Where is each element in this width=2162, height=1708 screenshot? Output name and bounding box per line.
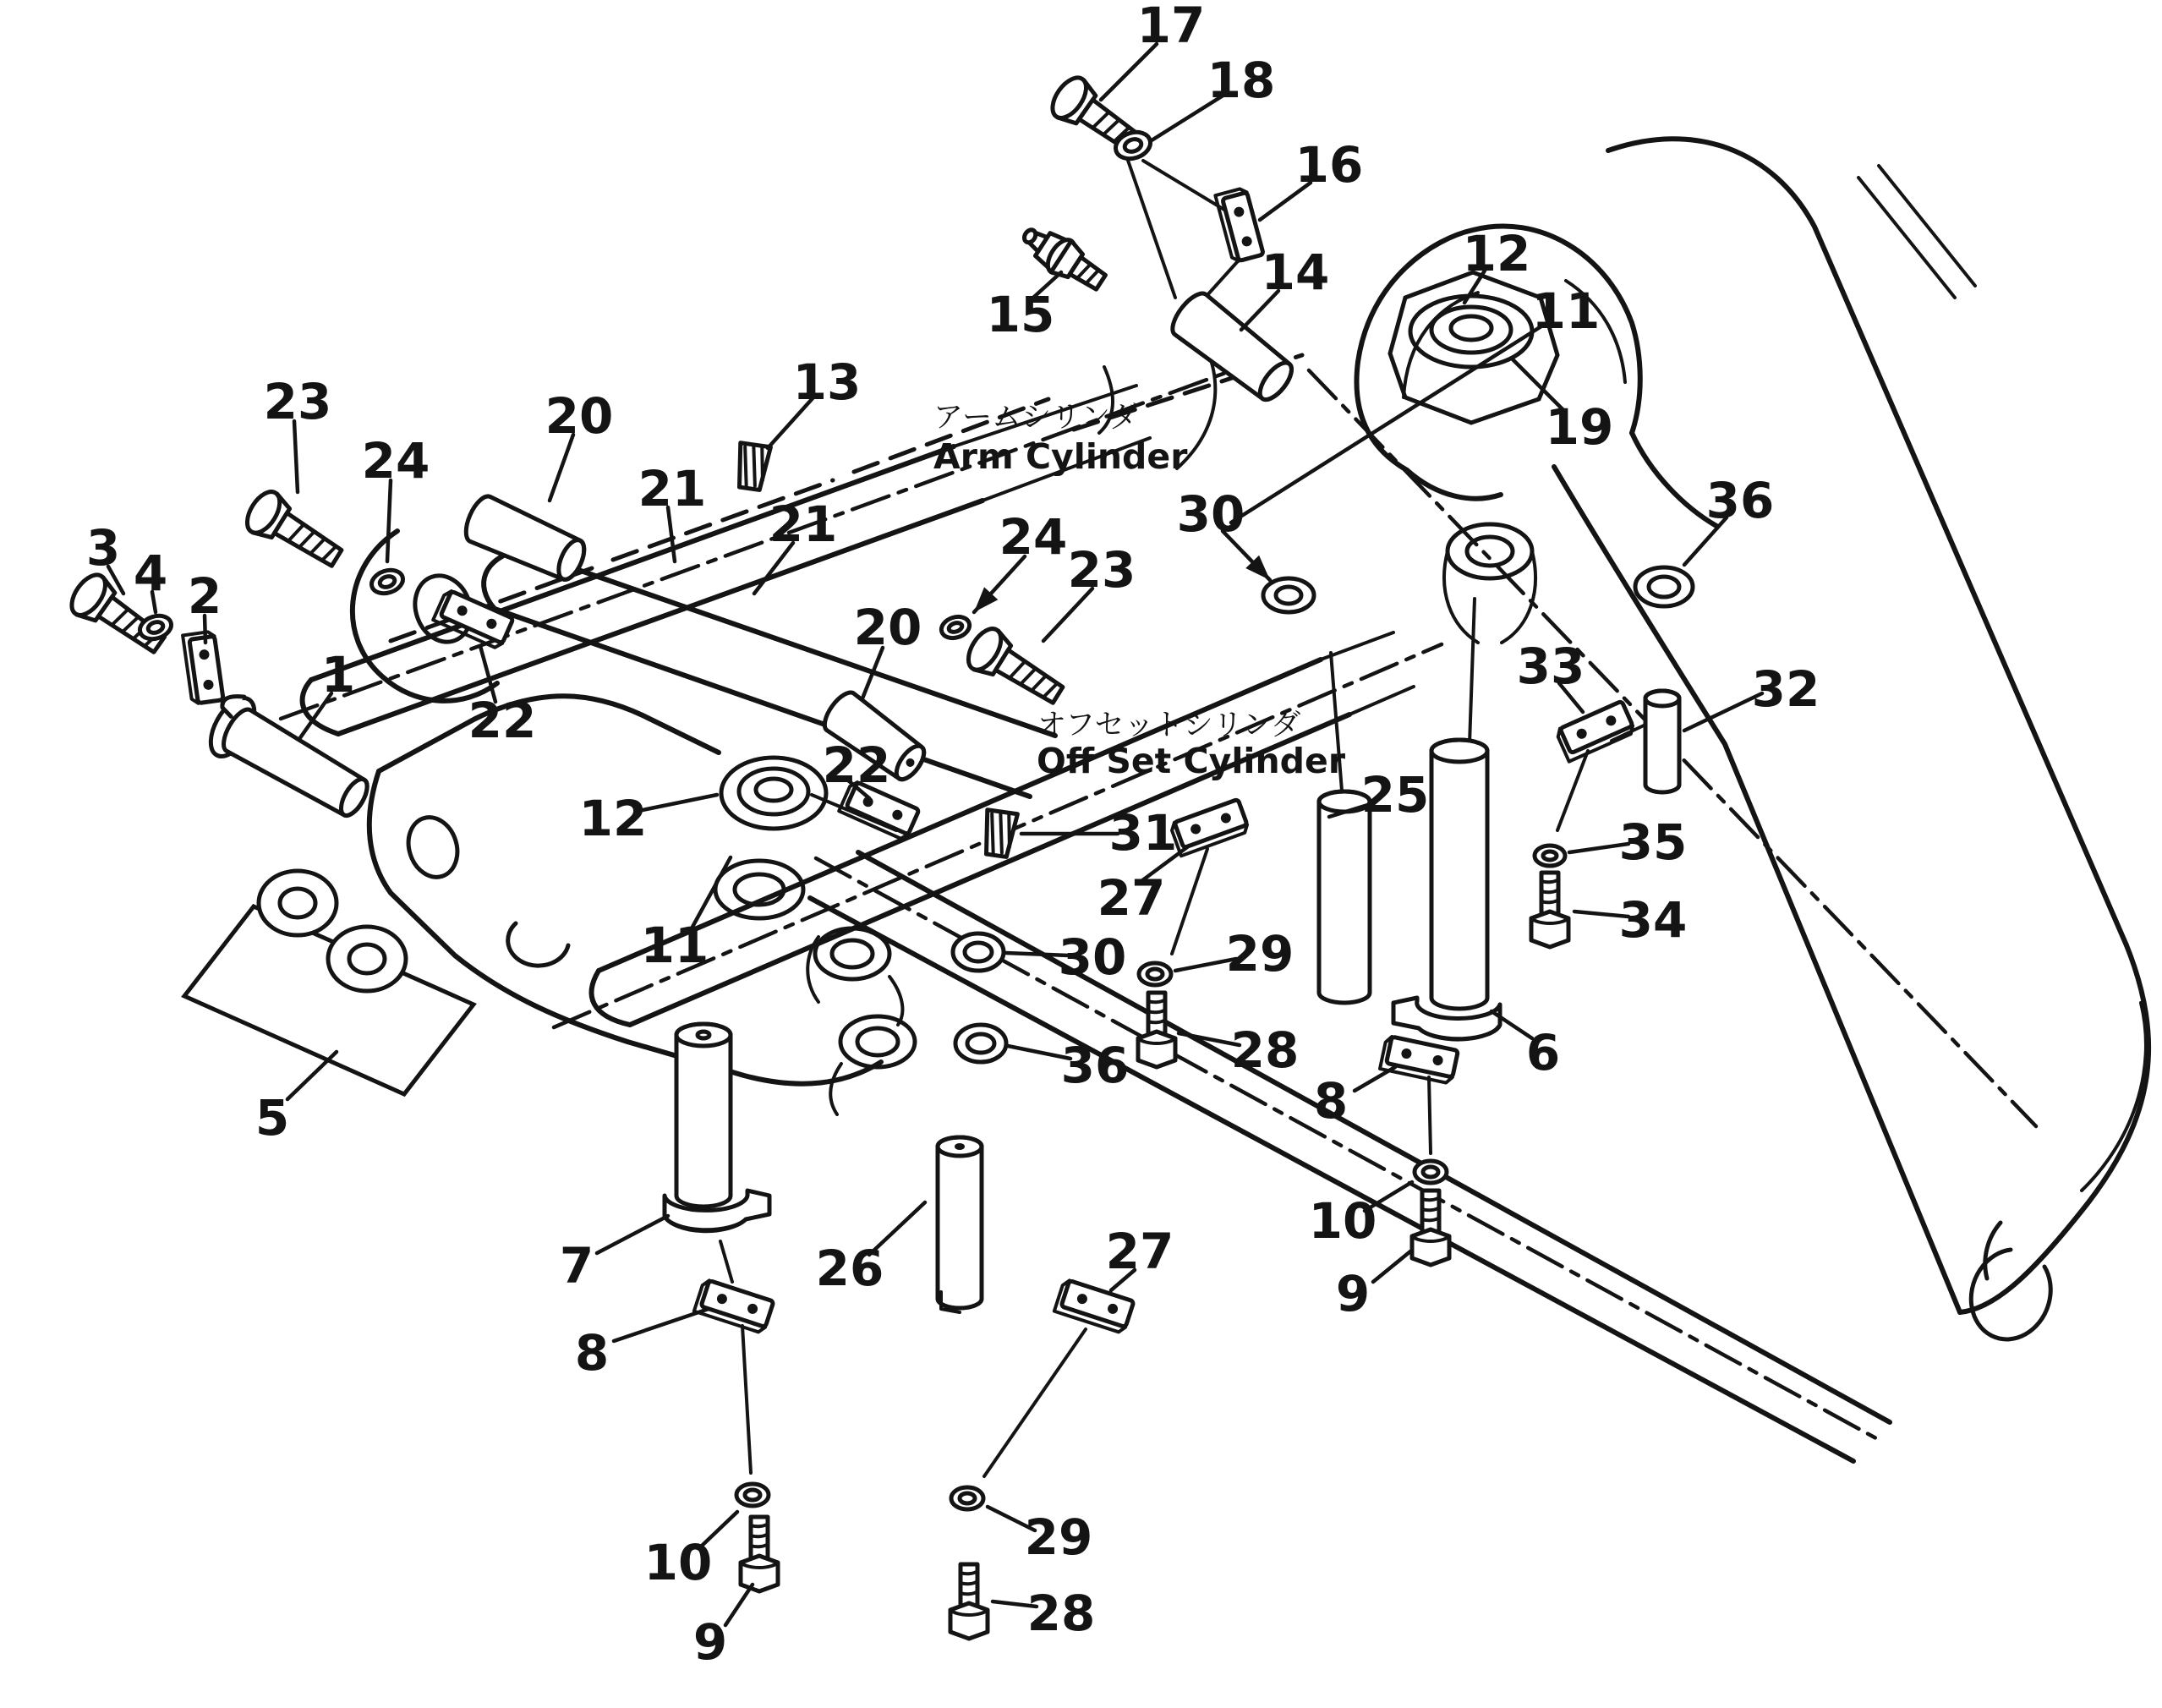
plate-27-mid (1169, 799, 1249, 856)
washer-24-left (369, 567, 406, 597)
bolt-9-left (741, 1517, 778, 1591)
callout-36-right (1684, 472, 1774, 565)
part-number-27-bot: 27 (1105, 1223, 1174, 1280)
part-number-30-bot: 30 (1058, 928, 1127, 986)
part-number-11-left: 11 (640, 917, 709, 974)
part-number-12-top: 12 (1462, 225, 1531, 282)
callout-24-mid (967, 508, 1067, 618)
callout-28-mid (1179, 1021, 1299, 1079)
callout-15 (987, 272, 1061, 343)
callout-24-left (362, 432, 430, 561)
part-number-24-mid: 24 (999, 508, 1068, 566)
callout-33 (1517, 638, 1585, 712)
callout-28-bot (993, 1585, 1095, 1642)
part-number-22-b: 22 (822, 736, 891, 794)
part-number-27-mid: 27 (1097, 869, 1166, 927)
callout-26 (816, 1202, 925, 1297)
plate-8-right (1380, 1036, 1458, 1084)
callout-22-a (468, 646, 537, 749)
plug-31 (982, 810, 1018, 858)
leader-line-9-right (1373, 1251, 1410, 1282)
ring-36-right (1635, 567, 1693, 606)
part-number-12-left: 12 (578, 790, 648, 847)
ring-30-bot (953, 933, 1004, 971)
part-number-9-left: 9 (692, 1613, 728, 1671)
plate-8-left (694, 1279, 774, 1334)
leader-line-12-left (643, 795, 717, 810)
part-number-26: 26 (815, 1240, 884, 1297)
part-number-3: 3 (85, 519, 121, 577)
bolt-34 (1531, 873, 1568, 947)
washer-10-right (1415, 1161, 1447, 1183)
callout-17 (1101, 0, 1205, 100)
part-number-36-bot: 36 (1060, 1037, 1130, 1094)
washer-29-mid (1139, 963, 1171, 985)
plate-27-bot (1054, 1279, 1134, 1334)
plug-13 (735, 443, 771, 491)
part-number-17: 17 (1136, 0, 1206, 54)
part-number-5: 5 (255, 1089, 290, 1147)
bolt-23-mid (962, 623, 1070, 714)
part-number-20-mid: 20 (853, 599, 922, 656)
callout-9-left (693, 1585, 753, 1671)
callout-layer (86, 0, 1820, 1671)
bolt-28-bot (950, 1564, 988, 1639)
leader-line-23-left (294, 421, 298, 492)
part-number-35: 35 (1618, 813, 1688, 871)
callout-35 (1569, 813, 1687, 871)
callout-18 (1152, 52, 1275, 140)
callout-32 (1684, 660, 1820, 731)
pin-1 (199, 689, 379, 830)
part-number-2: 2 (187, 567, 222, 625)
part-number-29-mid: 29 (1225, 925, 1294, 983)
washer-10-left (736, 1484, 769, 1506)
part-number-24-left: 24 (361, 432, 430, 490)
part-number-6: 6 (1525, 1024, 1561, 1081)
part-number-33: 33 (1516, 638, 1585, 695)
leader-line-7 (597, 1216, 668, 1253)
part-number-8-left: 8 (574, 1324, 610, 1382)
callout-30-bot (1006, 928, 1126, 986)
leader-line-8-left (614, 1309, 709, 1341)
washer-4 (137, 612, 174, 643)
callout-13 (768, 353, 861, 448)
part-number-23-left: 23 (263, 373, 332, 430)
callout-29-mid (1175, 925, 1294, 983)
leader-line-9-left (725, 1585, 753, 1625)
callout-10-left (644, 1512, 737, 1591)
part-number-21-b: 21 (769, 495, 838, 553)
part-number-20-left: 20 (545, 387, 614, 445)
part-number-10-right: 10 (1308, 1192, 1377, 1250)
callout-4 (134, 545, 167, 612)
part-number-28-bot: 28 (1026, 1585, 1096, 1642)
part-number-34: 34 (1618, 891, 1688, 949)
callout-34 (1574, 891, 1687, 949)
callout-12-left (579, 790, 717, 847)
part-number-18: 18 (1207, 52, 1276, 109)
part-number-28-mid: 28 (1230, 1021, 1300, 1079)
part-number-1: 1 (320, 646, 356, 703)
plate-33 (1555, 701, 1635, 762)
pin-7 (665, 1024, 769, 1231)
callout-5 (255, 1052, 337, 1147)
part-number-7: 7 (559, 1237, 594, 1295)
callout-1 (299, 646, 355, 739)
callout-20-left (545, 387, 614, 501)
callout-16 (1260, 136, 1363, 220)
washer-24-mid (939, 613, 972, 641)
callout-19 (1512, 359, 1613, 456)
callout-8-left (575, 1309, 709, 1382)
part-number-32: 32 (1751, 660, 1820, 718)
callout-21-b (754, 495, 837, 594)
part-number-30-top: 30 (1176, 485, 1245, 543)
bolt-28-mid (1138, 993, 1175, 1067)
part-number-25: 25 (1360, 766, 1430, 824)
part-number-4: 4 (133, 545, 168, 602)
callout-8-right (1314, 1067, 1395, 1130)
offset-cylinder-label-jp: オフセットシリンダ (1037, 709, 1301, 742)
leader-line-24-left (387, 480, 391, 561)
callout-23-left (264, 373, 332, 492)
pin-20-left (460, 492, 590, 586)
part-number-15: 15 (986, 286, 1055, 343)
part-number-14: 14 (1261, 244, 1330, 301)
callout-36-bot (1008, 1037, 1129, 1094)
part-number-8-right: 8 (1313, 1072, 1349, 1130)
washer-35 (1535, 846, 1565, 866)
part-number-22-a: 22 (468, 692, 537, 749)
pin-26 (938, 1137, 982, 1312)
part-number-16: 16 (1294, 136, 1364, 194)
callout-11-left (641, 857, 731, 974)
part-number-31: 31 (1108, 804, 1178, 862)
ring-36-bot (955, 1025, 1006, 1062)
pin-14 (1166, 287, 1300, 407)
pin-32 (1645, 691, 1679, 792)
part-number-23-mid: 23 (1067, 541, 1136, 599)
callout-9-right (1336, 1251, 1410, 1322)
callout-30-top (1177, 485, 1277, 587)
callout-27-bot (1106, 1223, 1174, 1290)
part-number-36-right: 36 (1705, 472, 1775, 529)
callout-29-bot (988, 1507, 1092, 1566)
part-number-13: 13 (792, 353, 862, 411)
part-number-29-bot: 29 (1024, 1508, 1093, 1566)
callout-7 (560, 1216, 668, 1295)
arm-cylinder-label-jp: アームシリンダ (933, 401, 1139, 435)
bolt-23-left (241, 486, 349, 578)
arm-cylinder-label-en: Arm Cylinder (933, 436, 1188, 477)
leader-line-5 (287, 1052, 337, 1099)
part-number-9-right: 9 (1335, 1265, 1371, 1322)
part-number-10-left: 10 (643, 1534, 713, 1591)
part-number-11-top: 11 (1531, 282, 1601, 340)
callout-31 (1021, 804, 1177, 862)
part-number-21-a: 21 (638, 460, 707, 517)
callout-22-b (823, 736, 891, 798)
callout-2 (188, 567, 222, 643)
ring-30-top (1263, 578, 1314, 612)
plate-2 (183, 631, 223, 703)
part-number-19: 19 (1545, 398, 1614, 456)
washer-29-bot (951, 1487, 983, 1509)
plate-16 (1215, 188, 1263, 263)
leader-line-8-right (1355, 1067, 1395, 1091)
offset-cylinder-label-en: Off Set Cylinder (1037, 741, 1346, 781)
